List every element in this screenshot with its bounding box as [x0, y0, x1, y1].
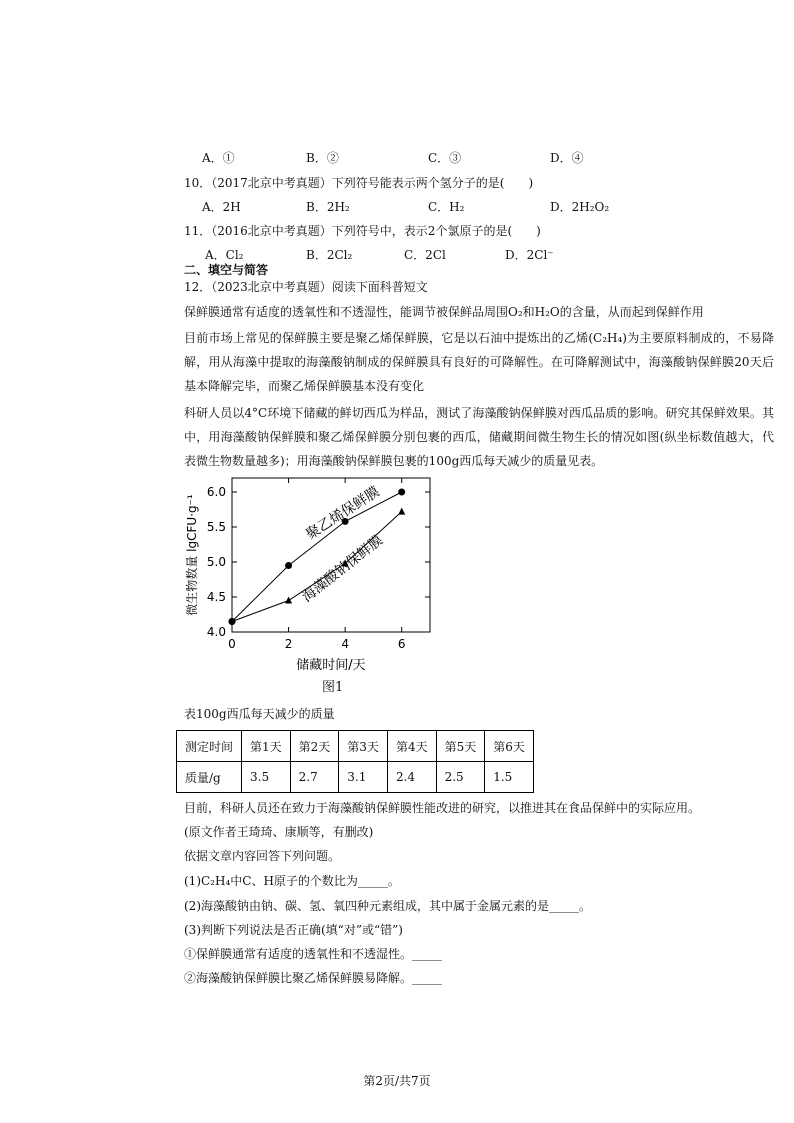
table-cell: 3.5 [242, 762, 291, 793]
data-point [398, 508, 405, 515]
q9-option-b: B．② [306, 151, 339, 165]
table-cell: 3.1 [339, 762, 388, 793]
section-title: 二、填空与简答 [184, 263, 269, 277]
table-header-cell: 第2天 [290, 731, 339, 762]
mass-loss-table [176, 730, 534, 793]
table-cell: 2.5 [436, 762, 485, 793]
y-tick-label: 5.5 [206, 520, 226, 534]
q12-instruction: 依据文章内容回答下列问题。 [184, 849, 341, 863]
table-header-cell: 第1天 [242, 731, 291, 762]
y-axis-label: 微生物数量 lgCFU·g⁻¹ [185, 494, 199, 616]
table-row [177, 762, 534, 793]
x-tick-label: 0 [228, 637, 236, 651]
table-header-row [177, 731, 534, 762]
q10-option-b: B．2H₂ [306, 200, 350, 214]
x-tick-label: 2 [284, 637, 293, 651]
data-point [285, 562, 292, 569]
q12-paragraph-2: 目前市场上常见的保鲜膜主要是聚乙烯保鲜膜，它是以石油中提炼出的乙烯(C₂H₄)为主要原料制成的，不易降解，用从海藻中提取的海藻酸钠制成的保鲜膜具有良好的可降解性。在可降解测试中，海藻酸钠保鲜膜20天后基本降解完毕，而聚乙烯保鲜膜基本没有变化 [184, 331, 774, 393]
data-point [398, 489, 405, 496]
microbe-growth-chart [178, 472, 438, 702]
q11-option-c: C．2Cl [404, 248, 446, 262]
table-header-cell: 第4天 [387, 731, 436, 762]
plot-frame [232, 478, 430, 632]
table-header-cell: 第6天 [485, 731, 534, 762]
table-header-cell: 第5天 [436, 731, 485, 762]
q10-option-a: A．2H [202, 200, 241, 214]
page-footer: 第2页/共7页 [363, 1074, 431, 1088]
q10-option-d: D．2H₂O₂ [550, 200, 610, 214]
q11-option-a: A．Cl₂ [205, 248, 244, 262]
q9-option-c: C．③ [428, 151, 462, 165]
q12-subquestion-2: (2)海藻酸钠由钠、碳、氢、氧四种元素组成，其中属于金属元素的是_____。 [184, 899, 592, 913]
table-header-cell: 第3天 [339, 731, 388, 762]
table-cell: 1.5 [485, 762, 534, 793]
q10-stem: 10．（2017北京中考真题）下列符号能表示两个氢分子的是( ) [184, 176, 534, 190]
table-cell: 2.4 [387, 762, 436, 793]
table-cell: 2.7 [290, 762, 339, 793]
series-line [232, 492, 402, 622]
q12-paragraph-3: 科研人员以4°C环境下储藏的鲜切西瓜为样品，测试了海藻酸钠保鲜膜对西瓜品质的影响。研究其保鲜效果。其中，用海藻酸钠保鲜膜和聚乙烯保鲜膜分别包裹的西瓜，储藏期间微生物生长的情况如图(纵坐标数值越大，代表微生物数量越多)；用海藻酸钠保鲜膜包裹的100g西瓜每天减少的质量见表。 [184, 406, 774, 468]
series-label: 聚乙烯保鲜膜 [303, 483, 383, 543]
x-tick-label: 4 [341, 637, 349, 651]
table-cell: 质量/g [177, 762, 242, 793]
q10-option-c: C．H₂ [428, 200, 465, 214]
q12-source: (原文作者王琦琦、康顺等，有删改) [184, 825, 374, 839]
q12-subquestion-3a: ①保鲜膜通常有适度的透氧性和不透湿性。_____ [184, 947, 443, 961]
data-point [285, 597, 292, 604]
y-tick-label: 4.0 [206, 625, 226, 639]
q12-subquestion-3b: ②海藻酸钠保鲜膜比聚乙烯保鲜膜易降解。_____ [184, 971, 443, 985]
data-point [229, 618, 236, 625]
x-axis-label: 储藏时间/天 [296, 658, 366, 673]
q12-subquestion-1: (1)C₂H₄中C、H原子的个数比为_____。 [184, 874, 400, 888]
q12-paragraph-4: 目前，科研人员还在致力于海藻酸钠保鲜膜性能改进的研究，以推进其在食品保鲜中的实际应用。 [184, 801, 701, 815]
y-tick-label: 5.0 [206, 555, 226, 569]
figure-caption: 图1 [322, 680, 344, 695]
table-caption: 表100g西瓜每天减少的质量 [184, 707, 335, 721]
table-header-cell: 测定时间 [177, 731, 242, 762]
y-tick-label: 4.5 [206, 590, 226, 604]
q12-stem: 12．（2023北京中考真题）阅读下面科普短文 [184, 280, 428, 294]
q11-option-b: B．2Cl₂ [306, 248, 353, 262]
q11-option-d: D．2Cl⁻ [505, 248, 554, 262]
q9-option-d: D．④ [550, 151, 584, 165]
q9-option-a: A．① [202, 151, 235, 165]
q12-subquestion-3: (3)判断下列说法是否正确(填“对”或“错”) [184, 923, 403, 937]
y-tick-label: 6.0 [206, 485, 226, 499]
series-label: 海藻酸钠保鲜膜 [299, 532, 387, 606]
q12-paragraph-1: 保鲜膜通常有适度的透氧性和不透湿性，能调节被保鲜品周围O₂和H₂O的含量，从而起到保鲜作用 [184, 305, 704, 319]
q11-stem: 11．（2016北京中考真题）下列符号中，表示2个氯原子的是( ) [184, 224, 541, 238]
x-tick-label: 6 [397, 637, 406, 651]
